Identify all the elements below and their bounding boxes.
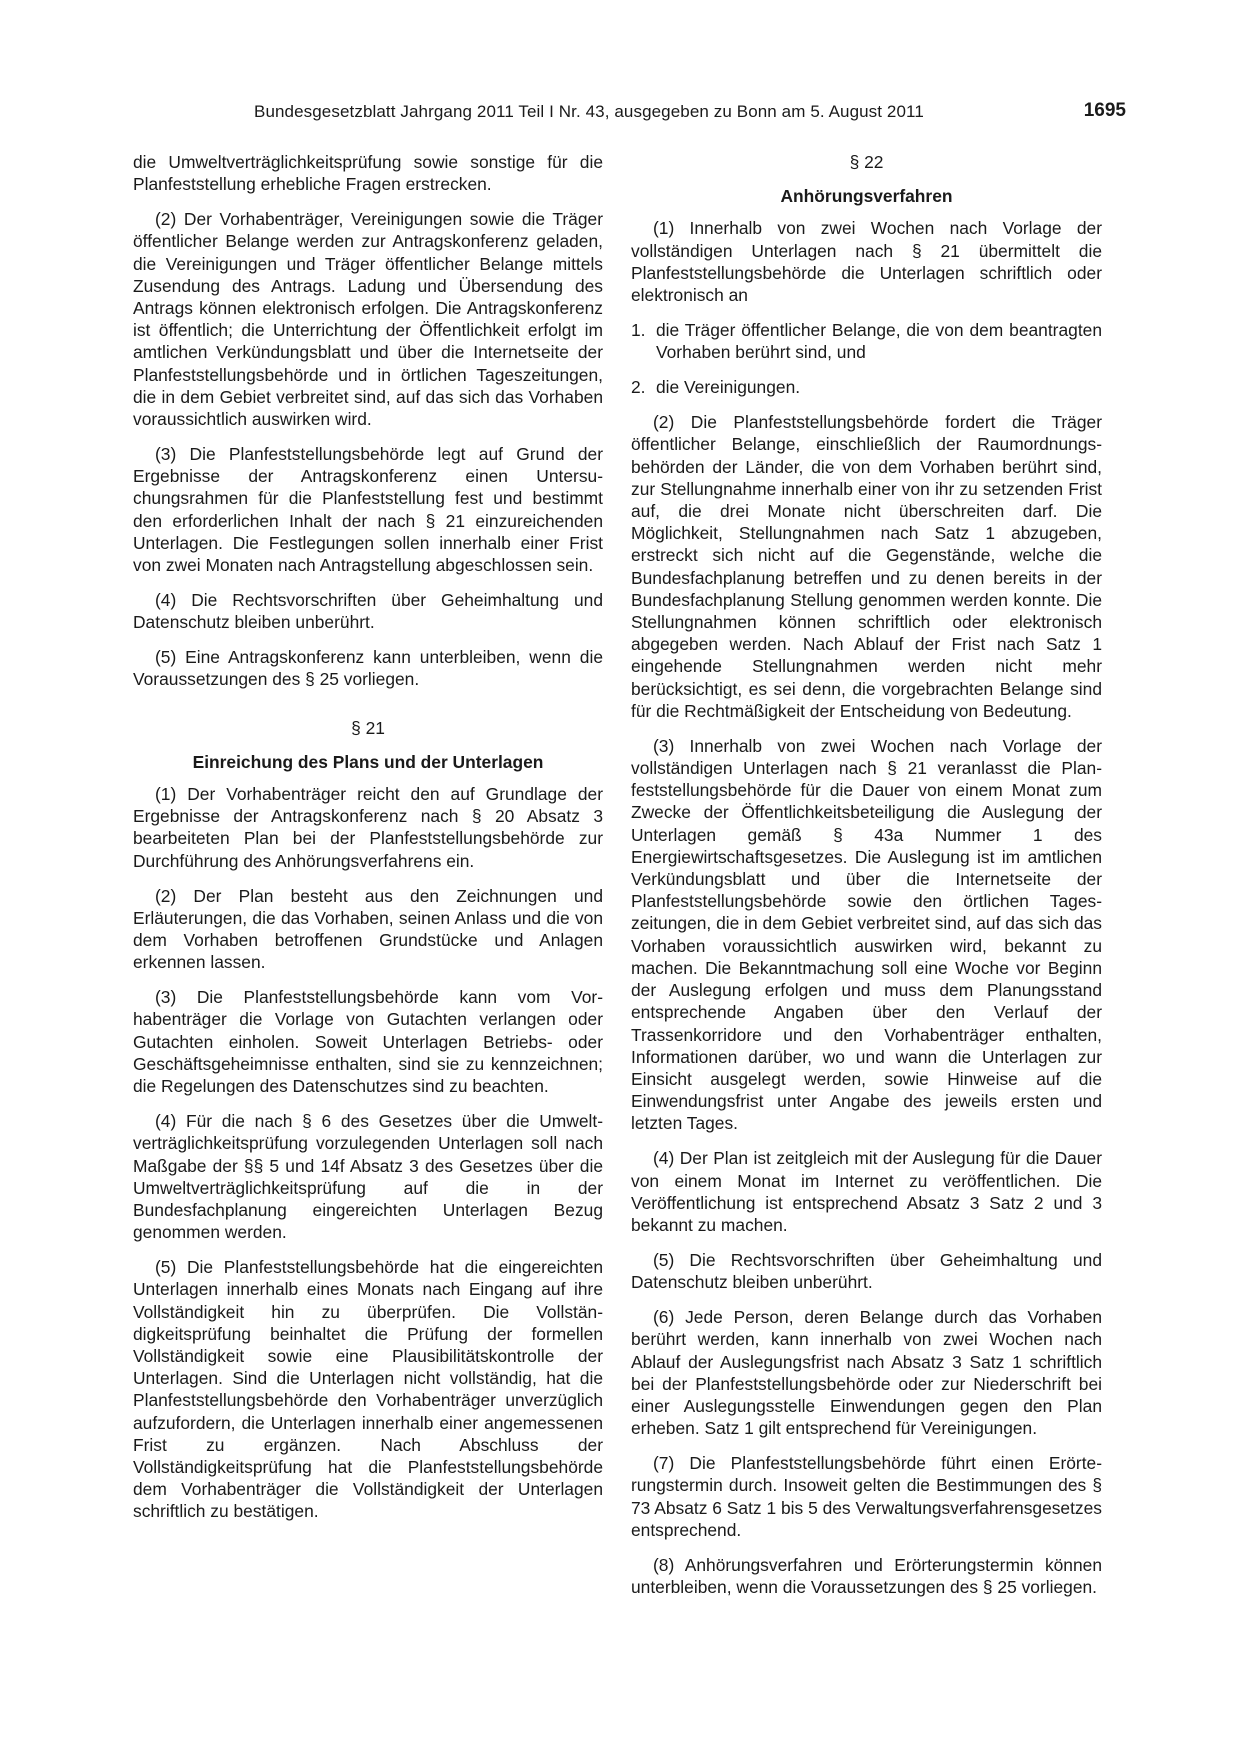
s22-paragraph-8: (8) Anhörungsverfahren und Erörterungstermin können unterbleiben, wenn die Voraussetzungen des § 25 vorliegen. xyxy=(631,1554,1102,1597)
section-21-title: Einreichung des Plans und der Unterlagen xyxy=(192,751,544,772)
list-item xyxy=(631,376,1102,398)
list-item-text: die Träger öffentlicher Belange, die von dem beantragten Vorhaben berührt sind, und xyxy=(656,320,1102,363)
s21-paragraph-5: (5) Die Planfeststellungsbehörde hat die eingereichten Unterlagen innerhalb eines Monats nach Eingang auf ihre Vollständigkeit hin zu überprüfen. Die Vollständigkeitsprüfung beinhaltet die Prüfung der formellen Vollständigkeit sowie eine Plausibilitätskontrolle der Unterlagen. Sind die Unterlagen nicht vollständig, hat die Planfeststellungsbehörde den Vorhabenträger unverzüglich aufzufordern, die Unterlagen innerhalb einer angemessenen Frist zu ergänzen. Nach Abschluss der Vollständigkeitsprüfung hat die Planfeststellungsbehörde dem Vorhabenträger die Vollständigkeit der Unterlagen schriftlich zu bestätigen. xyxy=(133,1257,603,1522)
list-item xyxy=(631,319,1102,363)
s22-paragraph-2: (2) Die Planfeststellungsbehörde fordert die Träger öffentlicher Belange, einschließlich der Raumordnungsbehörden der Länder, die von dem Vorhaben berührt sind, zur Stellungnahme innerhalb einer von ihr zu setzenden Frist auf, die drei Monate nicht überschreiten darf. Die Möglichkeit, Stellungnahmen nach Satz 1 abzugeben, erstreckt sich nicht auf die Gegenstände, welche die Bundesfachplanung betreffen und zu denen bereits in der Bundesfachplanung Stellung genommen werden konnte. Die Stellungnahmen können schriftlich oder elektronisch abgegeben werden. Nach Ablauf der Frist nach Satz 1 eingehende Stellungnahmen werden nicht mehr berücksichtigt, es sei denn, die vorgebrachten Belange sind für die Rechtmäßigkeit der Entscheidung von Bedeutung. xyxy=(631,412,1102,721)
s20-paragraph-4: (4) Die Rechtsvorschriften über Geheimhaltung und Datenschutz bleiben unberührt. xyxy=(133,590,603,633)
list-item-text: die Vereinigungen. xyxy=(656,377,801,398)
right-column xyxy=(631,151,1102,1611)
section-22-number: § 22 xyxy=(849,152,884,172)
s22-paragraph-4: (4) Der Plan ist zeitgleich mit der Auslegung für die Dauer von einem Monat im Internet zu veröffentlichen. Die Veröffentlichung ist entsprechend Absatz 3 Satz 2 und 3 bekannt zu machen. xyxy=(631,1148,1102,1235)
continuation-paragraph: die Umweltverträglichkeitsprüfung sowie sonstige für die Planfeststellung erhebliche Fragen erstrecken. xyxy=(133,152,603,195)
s20-paragraph-3: (3) Die Planfeststellungsbehörde legt auf Grund der Ergebnisse der Antragskonferenz einen Untersuchungsrahmen für die Planfeststellung fest und bestimmt den erforderlichen Inhalt der nach § 21 einzureichenden Unterlagen. Die Festlegungen sollen innerhalb einer Frist von zwei Monaten nach Antragstellung abgeschlossen sein. xyxy=(133,444,603,576)
running-title: Bundesgesetzblatt Jahrgang 2011 Teil I Nr. 43, ausgegeben zu Bonn am 5. August 2011 xyxy=(254,102,924,121)
s20-paragraph-2: (2) Der Vorhabenträger, Vereinigungen sowie die Träger öffentlicher Belange werden zur Antragskonferenz geladen, die Vereinigungen und Träger öffentlicher Belange mittels Zusendung des Antrags. Ladung und Übersendung des Antrags können elektronisch erfolgen. Die Antragskonferenz ist öffentlich; die Unterrichtung der Öffentlichkeit erfolgt im amtlichen Verkündungsblatt und über die Internetseite der Planfeststellungsbehörde und in örtlichen Tageszeitungen, die in dem Gebiet verbreitet sind, auf das sich das Vorhaben voraussichtlich auswirken wird. xyxy=(133,209,603,430)
s22-paragraph-3: (3) Innerhalb von zwei Wochen nach Vorlage der vollständigen Unterlagen nach § 21 veranlasst die Planfeststellungsbehörde für die Dauer von einem Monat zum Zwecke der Öffentlichkeitsbeteiligung die Auslegung der Unterlagen gemäß § 43a Nummer 1 des Energiewirtschaftsgesetzes. Die Auslegung ist im amtlichen Verkündungsblatt und über die Internetseite der Planfeststellungsbehörde sowie den örtlichen Tageszeitungen, die in dem Gebiet verbreitet sind, auf das sich das Vorhaben voraussichtlich auswirken wird, bekannt zu machen. Die Bekanntmachung soll eine Woche vor Beginn der Auslegung erfolgen und muss dem Planungsstand entsprechende Angaben über den Verlauf der Trassenkorridore und den Vorhabenträger enthalten, Informationen darüber, wo und wann die Unterlagen zur Einsicht ausgelegt werden, sowie Hinweise auf die Einwendungsfrist unter Angabe des jeweils ersten und letzten Tages. xyxy=(631,735,1102,1134)
page-number: 1695 xyxy=(1083,100,1126,121)
page-header xyxy=(254,100,1126,130)
section-21-number: § 21 xyxy=(351,717,385,738)
s22-paragraph-6: (6) Jede Person, deren Belange durch das Vorhaben berührt werden, kann innerhalb von zwei Wochen nach Ablauf der Auslegungsfrist nach Absatz 3 Satz 1 schriftlich bei der Planfeststellungsbehörde oder zur Niederschrift bei einer Auslegungsstelle Einwendungen gegen den Plan erheben. Satz 1 gilt entsprechend für Vereinigungen. xyxy=(631,1307,1102,1439)
list-item-number: 2. xyxy=(631,377,646,398)
s22-paragraph-5: (5) Die Rechtsvorschriften über Geheimhaltung und Datenschutz bleiben unberührt. xyxy=(631,1249,1102,1293)
section-22-title: Anhörungsverfahren xyxy=(780,186,953,207)
s22-paragraph-7: (7) Die Planfeststellungsbehörde führt einen Erörterungstermin durch. Insoweit gelten die Bestimmungen des § 73 Absatz 6 Satz 1 bis 5 des Verwaltungsverfahrensgesetzes entsprechend. xyxy=(631,1453,1102,1540)
s21-paragraph-3: (3) Die Planfeststellungsbehörde kann vom Vorhabenträger die Vorlage von Gutachten verlangen oder Gutachten einholen. Soweit Unterlagen Betriebs- oder Geschäftsgeheimnisse enthalten, sind sie zu kennzeichnen; die Regelungen des Datenschutzes sind zu beachten. xyxy=(133,987,603,1097)
left-column xyxy=(133,151,603,1535)
s21-paragraph-1: (1) Der Vorhabenträger reicht den auf Grundlage der Ergebnisse der Antragskonferenz nach § 20 Absatz 3 bearbeiteten Plan bei der Planfeststellungsbehörde zur Durchführung des Anhörungsverfahrens ein. xyxy=(133,784,603,871)
s21-paragraph-2: (2) Der Plan besteht aus den Zeichnungen und Erläuterungen, die das Vorhaben, seinen Anlass und die von dem Vorhaben betroffenen Grundstücke und Anlagen erkennen lassen. xyxy=(133,885,603,973)
s21-paragraph-4: (4) Für die nach § 6 des Gesetzes über die Umweltverträglichkeitsprüfung vorzulegenden Unterlagen soll nach Maßgabe der §§ 5 und 14f Absatz 3 des Gesetzes über die Umweltverträglichkeitsprüfung auf die in der Bundesfachplanung eingereichten Unterlagen Bezug genommen werden. xyxy=(133,1111,603,1243)
s20-paragraph-5: (5) Eine Antragskonferenz kann unterbleiben, wenn die Voraussetzungen des § 25 vorliegen. xyxy=(133,647,603,690)
s22-paragraph-1: (1) Innerhalb von zwei Wochen nach Vorlage der vollständigen Unterlagen nach § 21 übermittelt die Planfeststellungsbehörde die Unterlagen schriftlich oder elektronisch an xyxy=(631,218,1102,306)
list-item-number: 1. xyxy=(631,320,646,341)
